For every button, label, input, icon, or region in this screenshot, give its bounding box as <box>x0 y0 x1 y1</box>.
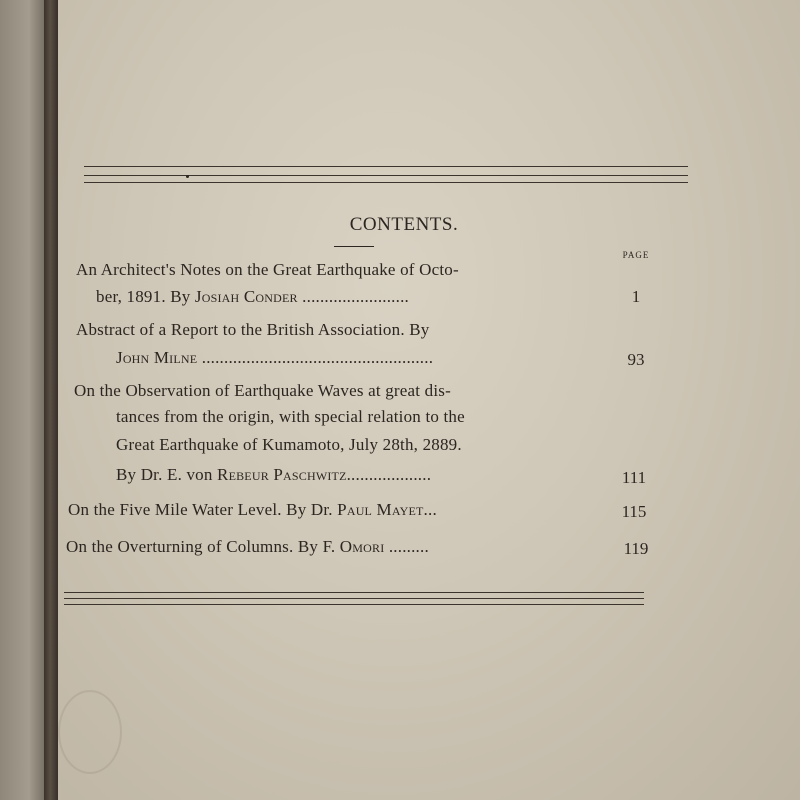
bottom-rule-1 <box>64 592 644 593</box>
entry-4-author: Paul Mayet <box>337 500 424 519</box>
entry-5-line <box>66 537 429 557</box>
contents-page <box>58 0 800 800</box>
entry-5-leader: ......... <box>384 537 429 556</box>
entry-4-line <box>68 500 437 520</box>
entry-2-page: 93 <box>627 350 645 369</box>
entry-4-page: 115 <box>621 502 647 521</box>
entry-4-text: On the Five Mile Water Level. By Dr. <box>68 500 338 519</box>
heading-underline <box>334 246 374 247</box>
entry-1-line-2 <box>96 287 409 307</box>
left-page-edge <box>0 0 48 800</box>
page-column-label: PAGE <box>622 250 650 260</box>
top-rule-3 <box>84 182 688 183</box>
entry-3-line-1: On the Observation of Earthquake Waves at great dis- <box>74 381 451 400</box>
entry-5-page: 119 <box>623 539 649 558</box>
entry-3-line-2: tances from the origin, with special relation to the <box>116 407 465 426</box>
entry-1-line-1: An Architect's Notes on the Great Earthquake of Octo- <box>76 260 459 279</box>
entry-3-line-3: Great Earthquake of Kumamoto, July 28th, 2889. <box>116 435 462 454</box>
faint-stamp-mark <box>58 690 122 774</box>
entry-5-text: On the Overturning of Columns. By F. <box>66 537 340 556</box>
entry-2-line-1: Abstract of a Report to the British Association. By <box>76 320 430 339</box>
entry-4-leader: ... <box>423 500 437 519</box>
bottom-rule-3 <box>64 604 644 605</box>
entry-3-page: 111 <box>621 468 647 487</box>
entry-3-text: By Dr. E. von <box>116 465 218 484</box>
entry-3-line-4 <box>116 465 431 485</box>
entry-3-leader: ................... <box>346 465 432 484</box>
top-rule-1 <box>84 166 688 167</box>
entry-2-author: John Milne <box>116 348 198 367</box>
entry-1-leader: ........................ <box>297 287 409 306</box>
top-rule-2 <box>84 175 688 176</box>
entry-1-author: Josiah Conder <box>194 287 298 306</box>
entry-2-leader: .................................................... <box>197 348 434 367</box>
entry-1-text: ber, 1891. By <box>96 287 195 306</box>
bottom-rule-2 <box>64 598 644 599</box>
entry-1-page: 1 <box>631 287 641 306</box>
entry-2-line-2 <box>116 348 433 368</box>
contents-heading: CONTENTS. <box>349 214 459 235</box>
entry-5-author: Omori <box>339 537 385 556</box>
entry-3-author: Rebeur Paschwitz <box>217 465 347 484</box>
ink-dot <box>186 175 189 178</box>
